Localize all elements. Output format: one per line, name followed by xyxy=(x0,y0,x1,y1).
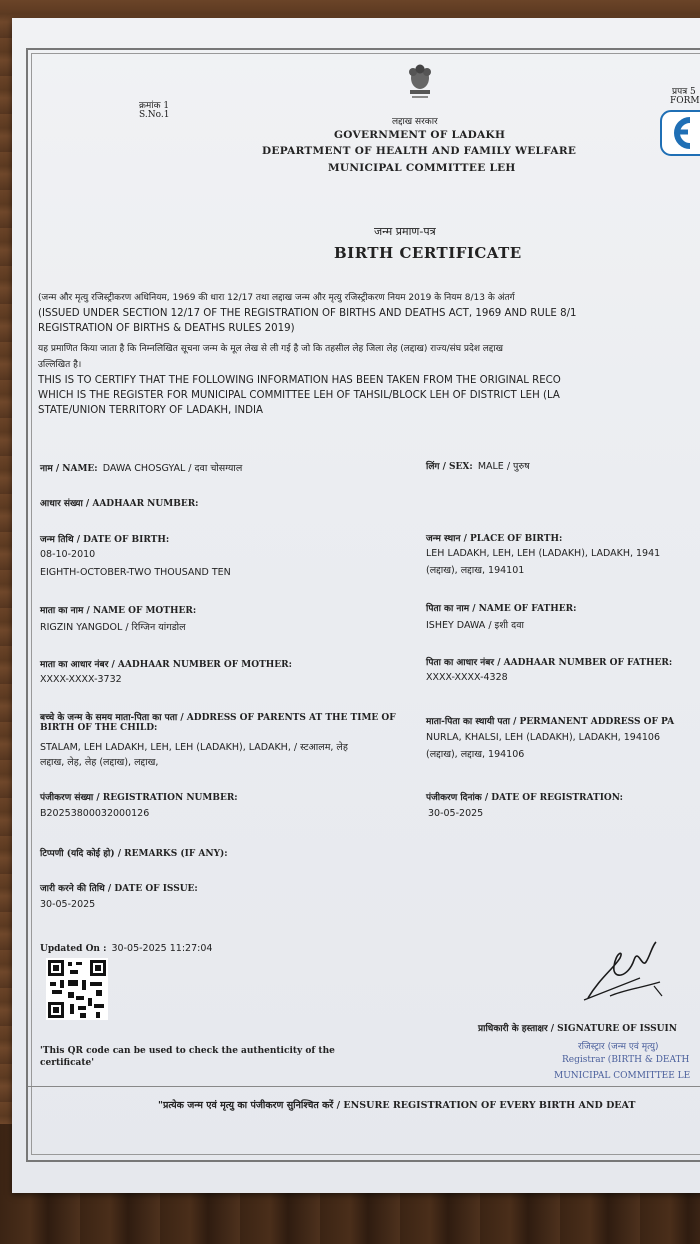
issue-date-value: 30-05-2025 xyxy=(40,899,96,910)
mother-value: RIGZIN YANGDOL / रिग्जिन यांगडोल xyxy=(40,622,186,633)
sex-label: लिंग / SEX: xyxy=(426,462,473,472)
father-aadhaar-value: XXXX-XXXX-4328 xyxy=(426,672,508,683)
dob-value: 08-10-2010 xyxy=(40,549,96,560)
preamble-english-1: (ISSUED UNDER SECTION 12/17 OF THE REGISTRATION OF BIRTHS AND DEATHS ACT, 1969 AND RULE 8/1 xyxy=(38,308,577,319)
stamp-registrar: Registrar (BIRTH & DEATH xyxy=(562,1055,690,1065)
mother-label: माता का नाम / NAME OF MOTHER: xyxy=(40,606,197,616)
title-hindi: जन्म प्रमाण-पत्र xyxy=(374,225,436,238)
registration-number-value: B20253800032000126 xyxy=(40,808,150,819)
permanent-address-value-2: (लद्दाख), लद्दाख, 194106 xyxy=(426,749,525,760)
preamble-hindi-2: यह प्रमाणित किया जाता है कि निम्नलिखित सूचना जन्म के मूल लेख से ली गई है जो कि तहसील लेह जिला लेह (लद्दाख) राज्य/संघ प्रदेश लद्दाख xyxy=(38,344,503,354)
pob-value-2: (लद्दाख), लद्दाख, 194101 xyxy=(426,565,525,576)
mother-aadhaar-value: XXXX-XXXX-3732 xyxy=(40,674,122,685)
preamble-hindi-1: (जन्म और मृत्यु रजिस्ट्रीकरण अधिनियम, 1969 की धारा 12/17 तथा लद्दाख जन्म और मृत्यु रजिस्ट्रीकरण नियम 2019 के नियम 8/13 के अंतर्ग xyxy=(38,293,515,303)
pob-value-1: LEH LADAKH, LEH, LEH (LADAKH), LADAKH, 1941 xyxy=(426,548,661,559)
certify-line-1: THIS IS TO CERTIFY THAT THE FOLLOWING INFORMATION HAS BEEN TAKEN FROM THE ORIGINAL RECO xyxy=(38,375,561,386)
registration-number-label: पंजीकरण संख्या / REGISTRATION NUMBER: xyxy=(40,793,238,803)
dob-words: EIGHTH-OCTOBER-TWO THOUSAND TEN xyxy=(40,567,231,578)
department-name: DEPARTMENT OF HEALTH AND FAMILY WELFARE xyxy=(262,145,577,157)
remarks-label: टिप्पणी (यदि कोई हो) / REMARKS (IF ANY): xyxy=(40,849,228,859)
father-aadhaar-label: पिता का आधार नंबर / AADHAAR NUMBER OF FATHER: xyxy=(426,658,673,668)
signature-icon xyxy=(580,938,670,1008)
certificate-paper xyxy=(12,18,700,1193)
issue-date-label: जारी करने की तिथि / DATE OF ISSUE: xyxy=(40,884,198,894)
stamp-hindi: रजिस्ट्रार (जन्म एवं मृत्यु) xyxy=(578,1042,659,1052)
birth-address-value-1: STALAM, LEH LADAKH, LEH, LEH (LADAKH), LADAKH, / स्टआलम, लेह xyxy=(40,742,348,753)
birth-address-label-1: बच्चे के जन्म के समय माता-पिता का पता / ADDRESS OF PARENTS AT THE TIME OF xyxy=(40,713,396,723)
sex-value: MALE / पुरुष xyxy=(477,461,530,472)
footer-divider xyxy=(28,1086,700,1087)
birth-address-label-2: BIRTH OF THE CHILD: xyxy=(40,723,158,733)
permanent-address-label: माता-पिता का स्थायी पता / PERMANENT ADDRESS OF PA xyxy=(426,717,675,727)
aadhaar-label: आधार संख्या / AADHAAR NUMBER: xyxy=(40,499,199,509)
pob-label: जन्म स्थान / PLACE OF BIRTH: xyxy=(426,534,563,544)
certify-line-3: STATE/UNION TERRITORY OF LADAKH, INDIA xyxy=(38,405,263,416)
father-value: ISHEY DAWA / इशी दवा xyxy=(426,620,524,631)
qr-note-1: 'This QR code can be used to check the authenticity of the xyxy=(40,1046,335,1056)
serial-number: S.No.1 xyxy=(139,110,170,120)
serial-number-hindi: क्रमांक 1 xyxy=(139,101,170,111)
name-value: DAWA CHOSGYAL / दवा चोसग्याल xyxy=(102,463,243,474)
signature-label: प्राधिकारी के हस्ताक्षर / SIGNATURE OF ISSUIN xyxy=(478,1024,677,1034)
permanent-address-value-1: NURLA, KHALSI, LEH (LADAKH), LADAKH, 194106 xyxy=(426,732,661,743)
updated-on xyxy=(40,936,212,955)
registration-date-value: 30-05-2025 xyxy=(428,808,484,819)
qr-code-icon xyxy=(46,958,108,1020)
updated-value: 30-05-2025 11:27:04 xyxy=(111,943,213,954)
health-logo-icon xyxy=(660,110,700,156)
certify-line-2: WHICH IS THE REGISTER FOR MUNICIPAL COMMITTEE LEH OF TAHSIL/BLOCK LEH OF DISTRICT LEH (LA xyxy=(38,390,560,401)
committee-name: MUNICIPAL COMMITTEE LEH xyxy=(328,162,516,174)
preamble-hindi-3: उल्लिखित है। xyxy=(38,360,82,370)
dob-label: जन्म तिथि / DATE OF BIRTH: xyxy=(40,535,170,545)
updated-label: Updated On : xyxy=(40,944,107,954)
birth-address-value-2: लद्दाख, लेह, लेह (लद्दाख), लद्दाख, xyxy=(40,757,159,768)
stamp-committee: MUNICIPAL COMMITTEE LE xyxy=(554,1071,691,1081)
govt-name: GOVERNMENT OF LADAKH xyxy=(334,129,506,141)
page-title: BIRTH CERTIFICATE xyxy=(334,244,522,262)
name-field xyxy=(40,456,242,475)
sex-field xyxy=(426,454,530,473)
name-label: नाम / NAME: xyxy=(40,464,98,474)
qr-note-2: certificate' xyxy=(40,1058,95,1068)
govt-name-hindi: लद्दाख सरकार xyxy=(392,117,438,127)
registration-date-label: पंजीकरण दिनांक / DATE OF REGISTRATION: xyxy=(426,793,623,803)
national-emblem-icon xyxy=(404,60,436,102)
preamble-english-2: REGISTRATION OF BIRTHS & DEATHS RULES 2019) xyxy=(38,323,295,334)
form-label: FORM xyxy=(670,96,700,106)
footer-slogan: "प्रत्येक जन्म एवं मृत्यु का पंजीकरण सुनिश्चित करें / ENSURE REGISTRATION OF EVERY BIRTH AND DEAT xyxy=(158,1100,636,1111)
father-label: पिता का नाम / NAME OF FATHER: xyxy=(426,604,577,614)
mother-aadhaar-label: माता का आधार नंबर / AADHAAR NUMBER OF MOTHER: xyxy=(40,660,292,670)
form-number-hindi: प्रपत्र 5 xyxy=(672,87,696,97)
